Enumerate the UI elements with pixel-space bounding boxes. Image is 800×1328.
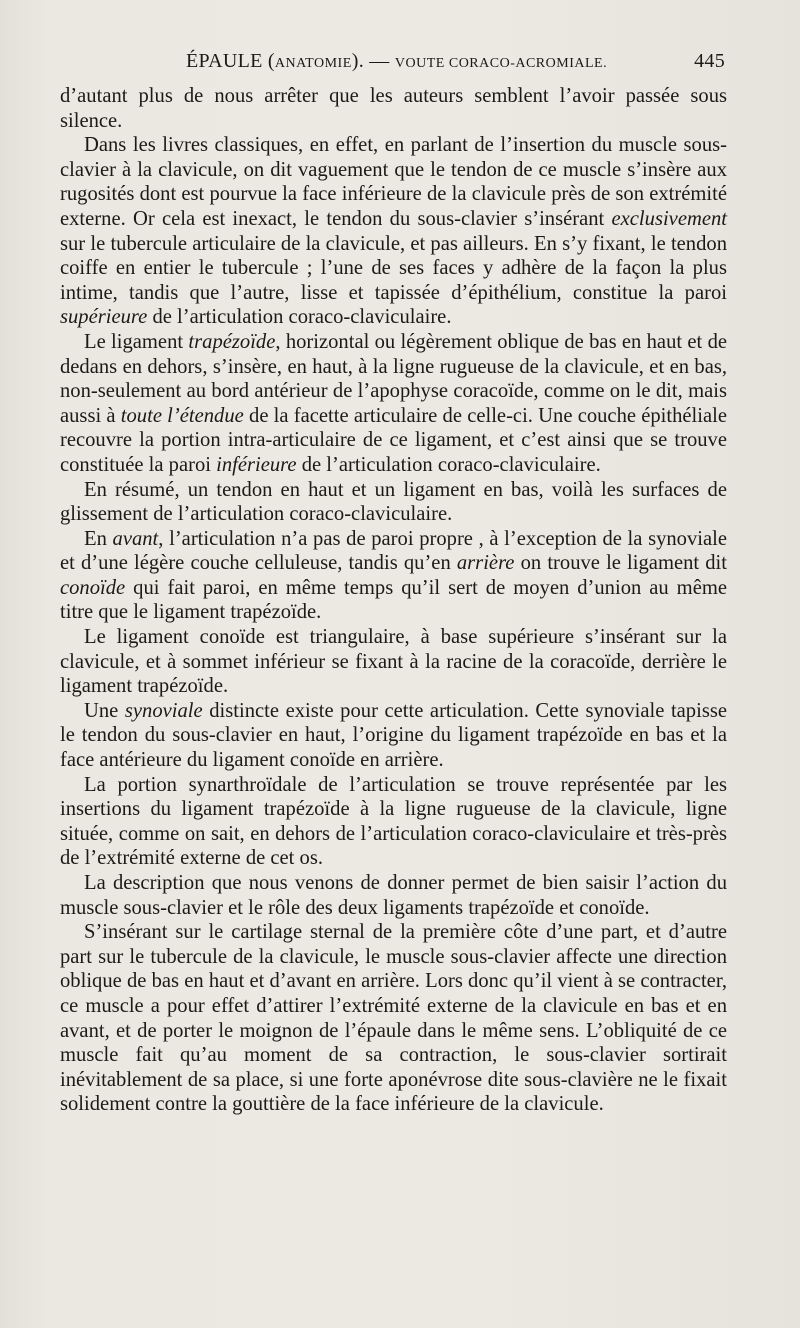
running-head-mid: ). — [351, 50, 395, 72]
text-segment: Une [84, 699, 125, 722]
paragraph-1 [60, 84, 727, 133]
running-head-section: VOUTE CORACO-ACROMIALE. [394, 56, 608, 71]
body-text [60, 84, 727, 1117]
paragraph-7 [60, 699, 727, 773]
text-segment: de la facette articulaire de celle-ci. Une couche épithéliale recouvre la portion intra-articulaire de ce ligament, et c’est ainsi que se trouve constituée la paroi [60, 404, 727, 476]
text-segment: Dans les livres classiques, en effet, en parlant de l’insertion du muscle sous-clavier à la clavicule, on dit vaguement que le tendon de ce muscle s’insère aux rugosités dont est pourvue la face inférieure de la clavicule près de son extrémité externe. Or cela est inexact, le tendon du sous-clavier s’insérant [60, 134, 727, 230]
italic-term: inférieure [216, 453, 297, 476]
text-segment: de l’articulation coraco-claviculaire. [296, 453, 601, 476]
paragraph-8 [60, 773, 727, 871]
text-segment: on trouve le ligament dit [514, 552, 727, 575]
text-segment: La description que nous venons de donner permet de bien saisir l’action du muscle sous-clavier et le rôle des deux ligaments trapézoïde et conoïde. [60, 872, 727, 919]
text-segment: sur le tubercule articulaire de la clavicule, et pas ailleurs. En s’y fixant, le tendon coiffe en entier le tubercule ; l’une de ses faces y adhère de la façon la plus intime, tandis que l’autre, lisse et tapissée d’épithélium, constitue la paroi [60, 232, 727, 304]
text-segment: En [84, 527, 113, 550]
paragraph-9 [60, 871, 727, 920]
italic-term: exclusivement [611, 207, 727, 230]
paragraph-6 [60, 625, 727, 699]
text-segment: En résumé, un tendon en haut et un ligament en bas, voilà les surfaces de glissement de l’articulation coraco-claviculaire. [60, 478, 727, 526]
paragraph-2 [60, 133, 727, 330]
text-segment: , horizontal ou légèrement oblique de bas en haut et de dedans en dehors, s’insère, en haut, à la ligne rugueuse de la clavicule, et en bas, non-seulement au bord antérieur de l’apophyse coracoïde, comme on le dit, mais aussi à [60, 330, 728, 427]
running-head-anatomie: ANATOMIE [274, 56, 352, 71]
text-segment: d’autant plus de nous arrêter que les auteurs semblent l’avoir passée sous silence. [60, 85, 727, 132]
paragraph-10 [60, 920, 727, 1117]
italic-term: supérieure [60, 306, 148, 329]
italic-term: avant [112, 527, 159, 550]
paragraph-5 [60, 527, 727, 625]
text-segment: Le ligament conoïde est triangulaire, à base supérieure s’insérant sur la clavicule, et à sommet inférieur se fixant à la racine de la coracoïde, derrière le ligament trapézoïde. [60, 626, 727, 698]
text-segment: , l’articulation n’a pas de paroi propre , à l’exception de la synoviale et d’une légère couche celluleuse, tandis qu’en [60, 527, 727, 575]
paragraph-3 [60, 330, 727, 478]
page-header [60, 50, 725, 78]
text-segment: La portion synarthroïdale de l’articulation se trouve représentée par les insertions du ligament trapézoïde à la ligne rugueuse de la clavicule, ligne située, comme on sait, en dehors de l’articulation coraco-claviculaire et très-près de l’extrémité externe de cet os. [60, 773, 727, 870]
paragraph-4 [60, 478, 727, 527]
text-segment: S’insérant sur le cartilage sternal de la première côte d’une part, et d’autre part sur le tubercule de la clavicule, le muscle sous-clavier affecte une direction oblique de bas en haut et d’avant en arrière. Lors donc qu’il vient à se contracter, ce muscle a pour effet d’attirer l’extrémité externe de la clavicule en bas et en avant, et de porter le moignon de l’épaule dans le même sens. L’obliquité de ce muscle fait qu’au moment de sa contraction, le sous-clavier sortirait inévitablement de sa place, si une forte aponévrose dite sous-clavière ne le fixait solidement contre la gouttière de la face inférieure de la clavicule. [60, 921, 727, 1116]
italic-term: trapézoïde [188, 330, 276, 353]
page-number: 445 [694, 50, 725, 72]
italic-term: arrière [456, 552, 515, 575]
text-segment: distincte existe pour cette articulation. Cette synoviale tapisse le tendon du sous-clavier en haut, l’origine du ligament trapézoïde en bas et la face antérieure du ligament conoïde en arrière. [60, 699, 727, 772]
text-segment: qui fait paroi, en même temps qu’il sert de moyen d’union au même titre que le ligament trapézoïde. [60, 576, 727, 624]
running-head [186, 50, 607, 73]
text-segment: de l’articulation coraco-claviculaire. [147, 306, 452, 329]
italic-term: toute l’étendue [120, 404, 244, 427]
running-head-prefix: ÉPAULE ( [186, 50, 275, 72]
text-segment: Le ligament [84, 330, 189, 353]
italic-term: conoïde [60, 576, 126, 599]
italic-term: synoviale [124, 699, 203, 722]
